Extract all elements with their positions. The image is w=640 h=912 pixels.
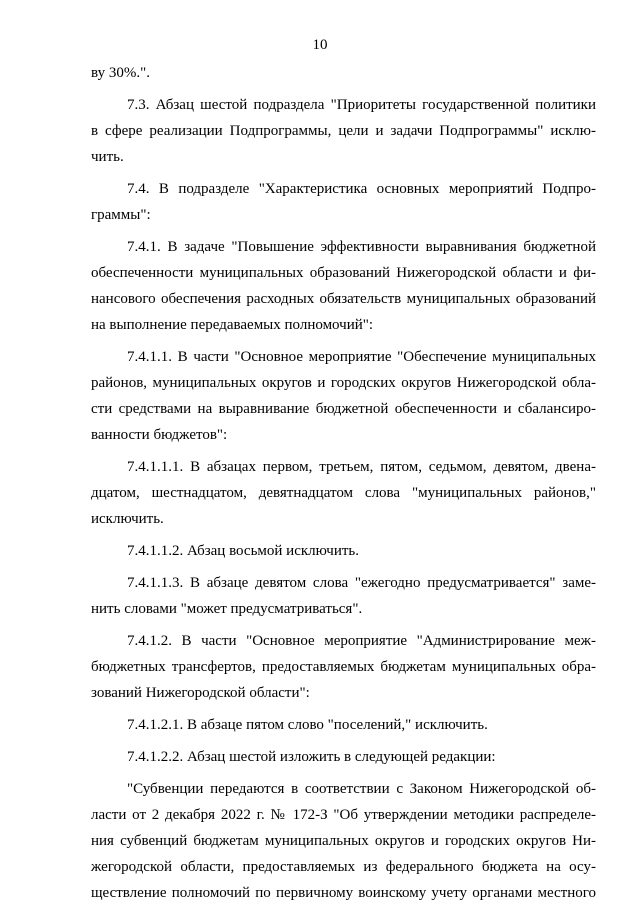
paragraph: [91, 176, 596, 228]
text-line: нить словами "может предусматриваться".: [91, 601, 363, 617]
text-line: 7.4.1.1.2. Абзац восьмой исключить.: [127, 543, 359, 559]
text-line: 7.4.1.1.3. В абзаце девятом слова "ежегодно предусматривается" заме-: [127, 575, 596, 591]
text-line: ществление полномочий по первичному воинскому учету органами местного: [91, 885, 596, 901]
paragraph: [91, 344, 596, 448]
text-line: в сфере реализации Подпрограммы, цели и задачи Подпрограммы" исклю-: [91, 123, 596, 139]
text-line: исключить.: [91, 511, 164, 527]
paragraph: [91, 92, 596, 170]
text-line: жегородской области, предоставляемых из федерального бюджета на осу-: [91, 859, 596, 875]
text-line: зований Нижегородской области":: [91, 685, 310, 701]
text-line: 7.4.1.1. В части "Основное мероприятие "Обеспечение муниципальных: [127, 349, 596, 365]
text-line: нансового обеспечения расходных обязательств муниципальных образований: [91, 291, 596, 307]
text-line: чить.: [91, 149, 124, 165]
paragraph: [91, 538, 596, 564]
text-line: на выполнение передаваемых полномочий":: [91, 317, 374, 333]
paragraph: [91, 234, 596, 338]
page-number: 10: [312, 37, 328, 53]
text-line: ласти от 2 декабря 2022 г. № 172-З "Об утверждении методики распределе-: [91, 807, 596, 823]
text-line: районов, муниципальных округов и городских округов Нижегородской обла-: [91, 375, 596, 391]
text-line: ву 30%.".: [91, 65, 150, 81]
text-line: 7.4. В подразделе "Характеристика основных мероприятий Подпро-: [127, 181, 596, 197]
text-line: сти средствами на выравнивание бюджетной обеспеченности и сбалансиро-: [91, 401, 596, 417]
paragraph: [91, 776, 596, 906]
text-line: 7.4.1.2.1. В абзаце пятом слово "поселений," исключить.: [127, 717, 488, 733]
document-body: [91, 60, 596, 912]
text-line: ния субвенций бюджетам муниципальных округов и городских округов Ни-: [91, 833, 596, 849]
paragraph: [91, 628, 596, 706]
paragraph: [91, 744, 596, 770]
text-line: "Субвенции передаются в соответствии с Законом Нижегородской об-: [127, 781, 596, 797]
text-line: 7.4.1.2.2. Абзац шестой изложить в следующей редакции:: [127, 749, 496, 765]
text-line: 7.4.1. В задаче "Повышение эффективности выравнивания бюджетной: [127, 239, 596, 255]
paragraph: [91, 60, 596, 86]
text-line: обеспеченности муниципальных образований Нижегородской области и фи-: [91, 265, 596, 281]
text-line: 7.4.1.1.1. В абзацах первом, третьем, пятом, седьмом, девятом, двена-: [127, 459, 596, 475]
text-line: бюджетных трансфертов, предоставляемых бюджетам муниципальных обра-: [91, 659, 596, 675]
paragraph: [91, 454, 596, 532]
text-line: дцатом, шестнадцатом, девятнадцатом слова "муниципальных районов,": [91, 485, 596, 501]
text-line: ванности бюджетов":: [91, 427, 228, 443]
text-line: 7.4.1.2. В части "Основное мероприятие "Администрирование меж-: [127, 633, 596, 649]
text-line: граммы":: [91, 207, 151, 223]
paragraph: [91, 712, 596, 738]
paragraph: [91, 570, 596, 622]
text-line: 7.3. Абзац шестой подраздела "Приоритеты государственной политики: [127, 97, 596, 113]
